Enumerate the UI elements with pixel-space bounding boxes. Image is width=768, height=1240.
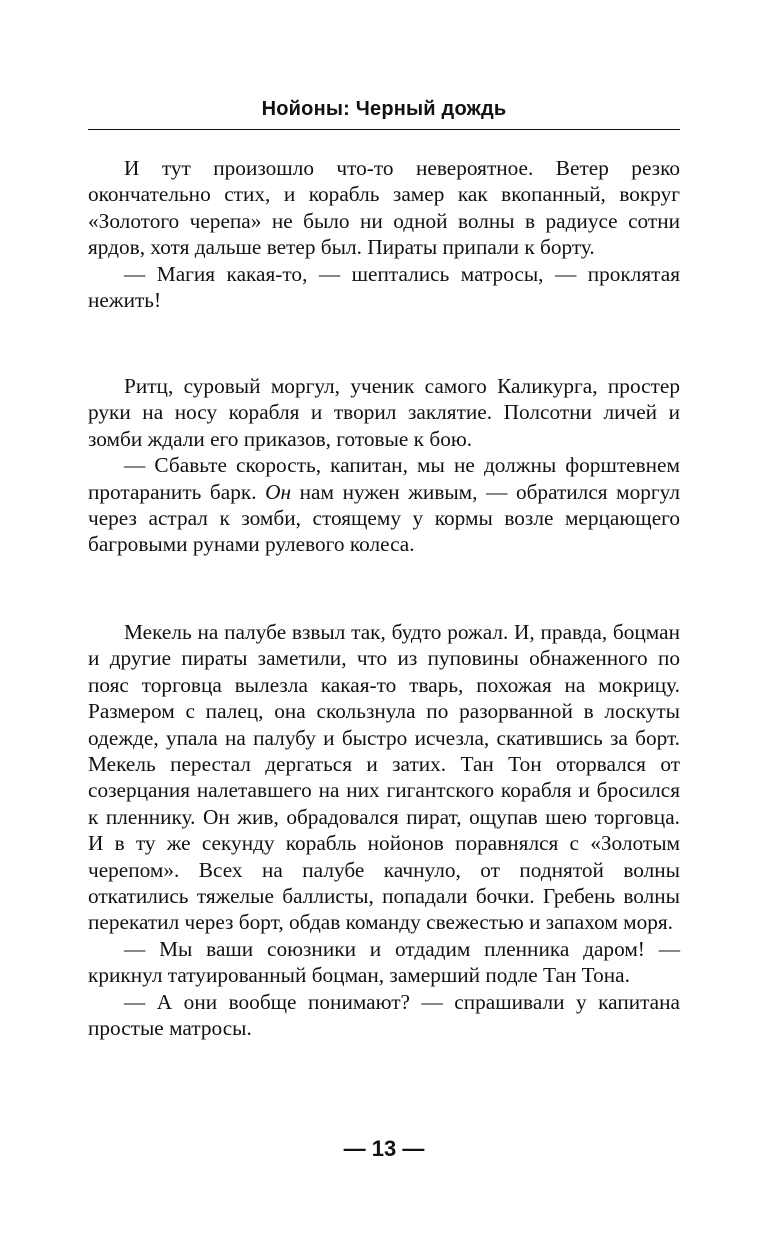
dialogue-paragraph: — А они вообще понимают? — спрашивали у капитана простые матросы. (88, 989, 680, 1041)
page-number: — 13 — (343, 1136, 425, 1161)
text-section-1 (88, 155, 680, 313)
header-rule (88, 129, 680, 130)
text-section-3 (88, 619, 680, 1042)
paragraph: И тут произошло что-то невероятное. Ветер резко окончательно стих, и корабль замер как вкопанный, вокруг «Золотого черепа» не было ни одной волны в радиусе сотни ярдов, хотя дальше ветер был. Пираты припали к борту. (88, 156, 680, 260)
running-title: Нойоны: Черный дождь (261, 98, 507, 120)
paragraph: Ритц, суровый моргул, ученик самого Каликурга, простер руки на носу корабля и творил заклятие. Полсотни личей и зомби ждали его приказов, готовые к бою. (88, 374, 680, 451)
dialogue-text-start: — Сбавьте скорость, капитан, мы не должны форштевнем протаранить барк. (88, 453, 680, 504)
text-section-2 (88, 373, 680, 558)
paragraph: Мекель на палубе взвыл так, будто рожал. И, правда, боцман и другие пираты заметили, что из пуповины обнаженного по пояс торговца вылезла какая-то тварь, похожая на мокрицу. Размером с палец, она скользнула по разорванной в лоскуты одежде, упала на палубу и быстро исчезла, скатившись за борт. Мекель перестал дергаться и затих. Тан Тон оторвался от созерцания налетавшего на них гигантского корабля и бросился к пленнику. Он жив, обрадовался пират, ощупав шею торговца. И в ту же секунду корабль нойонов поравнялся с «Золотым черепом». Всех на палубе качнуло, от поднятой волны откатились тяжелые баллисты, попадали бочки. Гребень волны перекатил через борт, обдав команду свежестью и запахом моря. (88, 620, 680, 935)
dialogue-paragraph: — Мы ваши союзники и отдадим пленника даром! — крикнул татуированный боцман, замерший подле Тан Тона. (88, 936, 680, 988)
dialogue-paragraph (88, 452, 680, 558)
dialogue-paragraph: — Магия какая-то, — шептались матросы, — проклятая нежить! (88, 261, 680, 313)
italic-emphasis: Он (265, 479, 292, 504)
dialogue-text-end: нам нужен живым, — обратился моргул через астрал к зомби, стоящему у кормы возле мерцающего багровыми рунами рулевого колеса. (88, 479, 680, 557)
